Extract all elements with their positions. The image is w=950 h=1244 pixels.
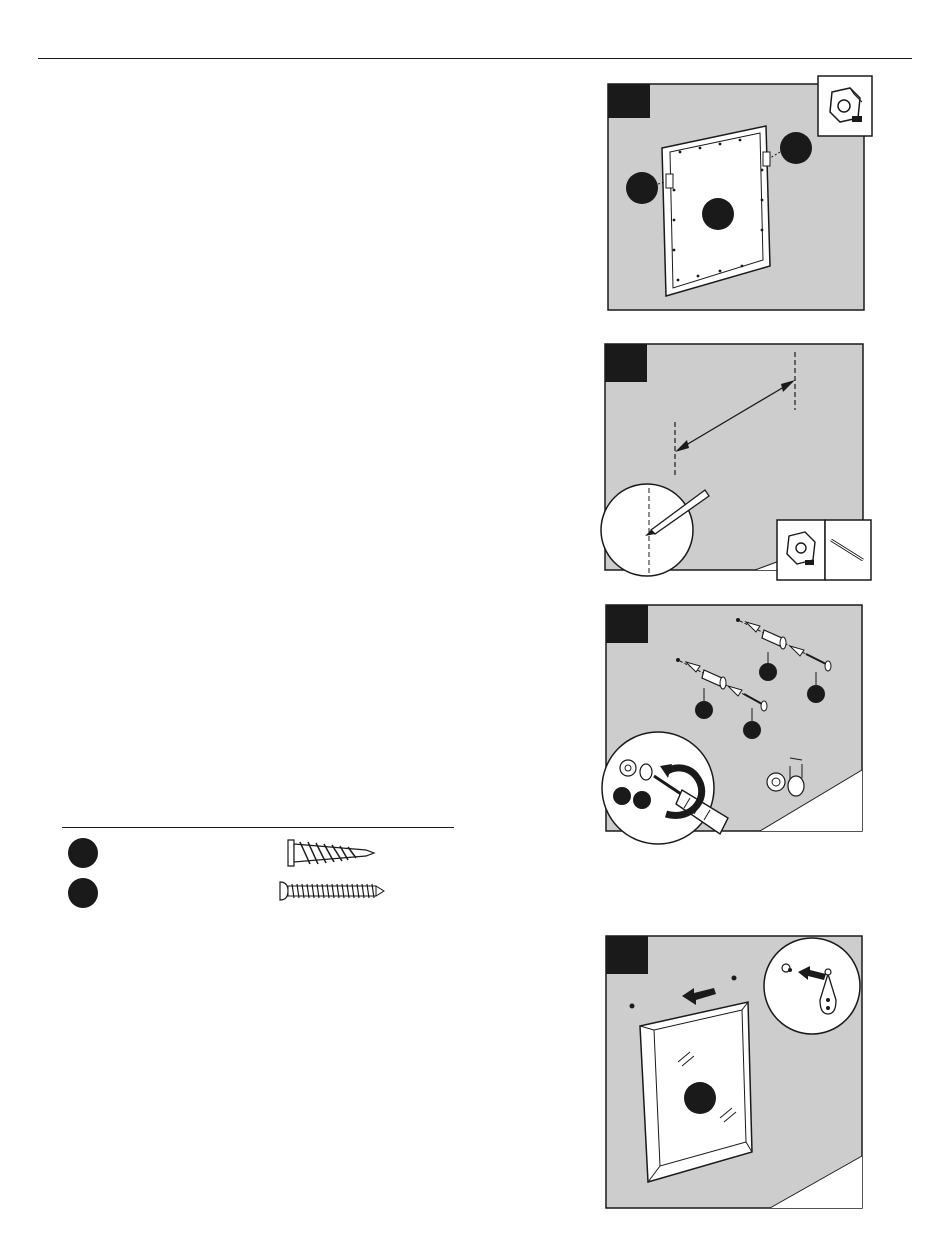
pan-head-screw-icon <box>278 880 388 907</box>
hardware-rule <box>62 827 454 828</box>
step-1-figure <box>600 70 880 315</box>
hardware-callout <box>68 878 98 908</box>
hanger-left <box>666 174 673 188</box>
hardware-callout <box>68 838 98 868</box>
detail-magnifier <box>764 938 860 1034</box>
callout-dot <box>633 791 651 809</box>
callout-dot <box>613 787 631 805</box>
step-number-box <box>605 344 647 382</box>
step-2-figure <box>595 340 880 585</box>
detail-magnifier <box>601 484 693 576</box>
step-3-figure <box>600 600 870 850</box>
drywall-anchor-icon <box>286 836 378 875</box>
step-number-box <box>606 605 648 643</box>
callout-dot <box>780 132 812 164</box>
callout-dot <box>807 685 825 703</box>
hanger-right <box>763 152 770 166</box>
callout-dot <box>743 721 761 739</box>
callout-dot <box>759 663 777 681</box>
header-rule <box>38 58 912 59</box>
callout-dot <box>695 701 713 719</box>
step-number-box <box>606 936 648 974</box>
callout-dot <box>684 1082 716 1114</box>
step-number-box <box>608 84 650 118</box>
callout-dot <box>626 172 658 204</box>
step-4-figure <box>600 930 870 1215</box>
callout-dot <box>702 198 734 230</box>
